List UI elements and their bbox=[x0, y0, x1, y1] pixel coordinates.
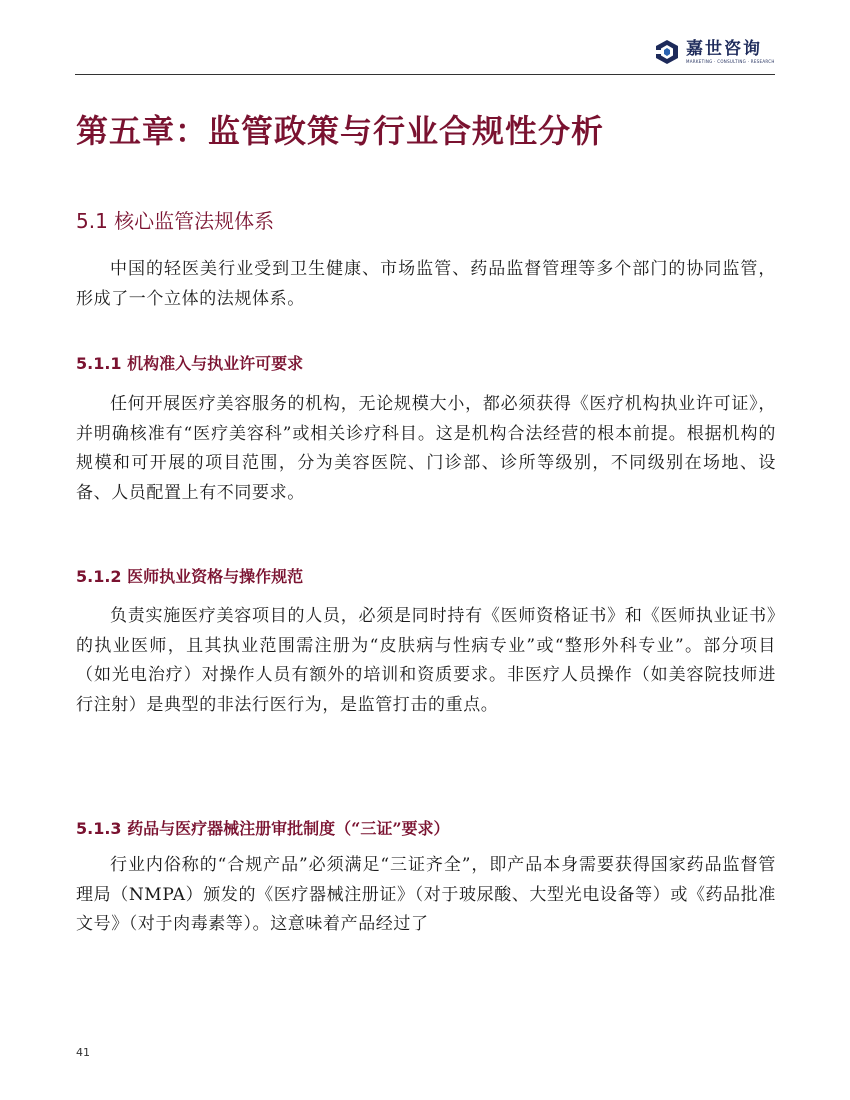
chapter-title: 第五章：监管政策与行业合规性分析 bbox=[76, 112, 605, 150]
section-heading-5-1 bbox=[76, 206, 274, 236]
brand-tagline: MARKETING · CONSULTING · RESEARCH bbox=[686, 59, 775, 64]
brand-name: 嘉世咨询 bbox=[686, 39, 762, 59]
paragraph-5-1-3: 行业内俗称的“合规产品”必须满足“三证齐全”，即产品本身需要获得国家药品监督管理局（NMPA）颁发的《医疗器械注册证》（对于玻尿酸、大型光电设备等）或《药品批准文号》（对于肉毒素等）。这意味着产品经过了 bbox=[76, 855, 776, 934]
section-title: 核心监管法规体系 bbox=[114, 209, 275, 233]
paragraph-5-1-2: 负责实施医疗美容项目的人员，必须是同时持有《医师资格证书》和《医师执业证书》的执业医师，且其执业范围需注册为“皮肤病与性病专业”或“整形外科专业”。部分项目（如光电治疗）对操作人员有额外的培训和资质要求。非医疗人员操作（如美容院技师进行注射）是典型的非法行医行为，是监管打击的重点。 bbox=[76, 606, 776, 715]
paragraph-5-1-1: 任何开展医疗美容服务的机构，无论规模大小，都必须获得《医疗机构执业许可证》，并明确核准有“医疗美容科”或相关诊疗科目。这是机构合法经营的根本前提。根据机构的规模和可开展的项目范围，分为美容医院、门诊部、诊所等级别，不同级别在场地、设备、人员配置上有不同要求。 bbox=[76, 394, 776, 503]
section-number: 5.1.1 bbox=[76, 354, 122, 373]
header-divider bbox=[75, 74, 775, 75]
section-number: 5.1.2 bbox=[76, 567, 122, 586]
section-heading-5-1-2 bbox=[76, 564, 303, 590]
page-number: 41 bbox=[76, 1046, 90, 1059]
section-number: 5.1.3 bbox=[76, 819, 122, 838]
paragraph-5-1: 中国的轻医美行业受到卫生健康、市场监管、药品监督管理等多个部门的协同监管，形成了一个立体的法规体系。 bbox=[76, 259, 776, 309]
section-title: 机构准入与执业许可要求 bbox=[127, 354, 304, 373]
section-heading-5-1-1 bbox=[76, 351, 303, 377]
section-number: 5.1 bbox=[76, 209, 108, 233]
section-title: 药品与医疗器械注册审批制度（“三证”要求） bbox=[127, 819, 450, 838]
section-title: 医师执业资格与操作规范 bbox=[127, 567, 304, 586]
brand-logo bbox=[654, 36, 775, 68]
brand-mark-icon bbox=[654, 39, 680, 65]
section-heading-5-1-3 bbox=[76, 816, 450, 842]
